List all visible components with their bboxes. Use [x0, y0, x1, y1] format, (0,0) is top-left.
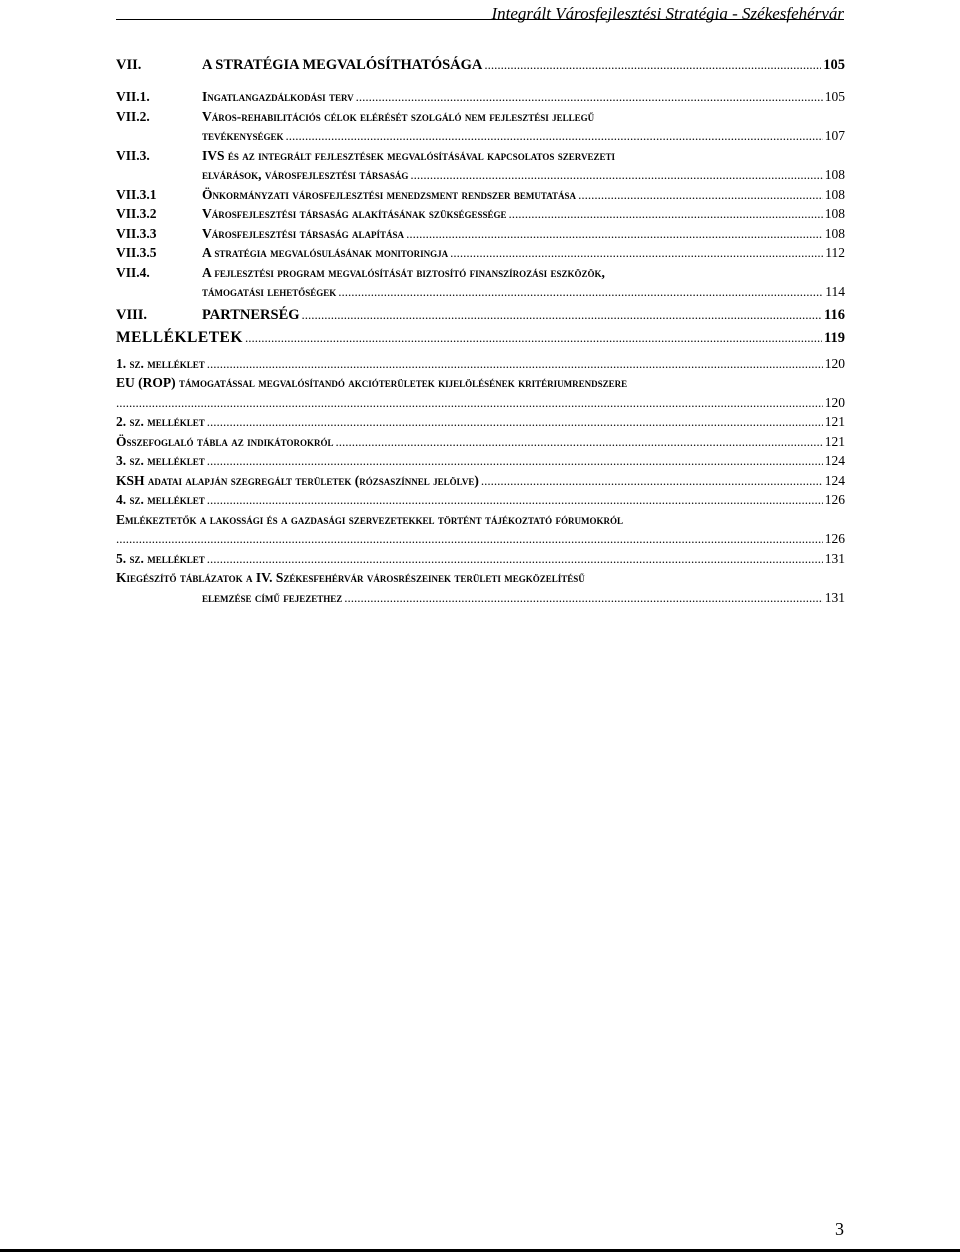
toc-entry-number: VII.3.	[116, 147, 150, 163]
toc-entry-title: A stratégia megvalósulásának monitoringja	[202, 245, 449, 260]
toc-leader-dots	[286, 126, 823, 146]
toc-entry-page: 108	[824, 167, 845, 182]
toc-entry-title: 3. sz. melléklet	[116, 453, 205, 468]
toc-entry-page: 114	[825, 284, 845, 299]
toc-entry-vii-3-5[interactable]	[116, 243, 845, 263]
toc-entry-title: IVS és az integrált fejlesztések megvalósításával kapcsolatos szervezeti	[202, 147, 615, 163]
toc-entry-appendix-1-desc-page[interactable]	[116, 393, 845, 413]
toc-leader-dots	[302, 302, 823, 328]
toc-entry-number: VII.1.	[116, 89, 150, 104]
toc-entry-vii-3-2[interactable]	[116, 204, 845, 224]
toc-entry-page: 120	[824, 355, 845, 371]
toc-entry-number: VII.3.5	[116, 245, 157, 260]
toc-entry-page: 108	[824, 206, 845, 221]
toc-leader-dots	[406, 224, 823, 244]
toc-leader-dots	[207, 490, 823, 510]
toc-leader-dots	[344, 588, 822, 608]
toc-leader-dots	[116, 529, 823, 549]
toc-leader-dots	[207, 451, 823, 471]
toc-entry-page: 124	[824, 472, 845, 488]
toc-entry-number: VII.3.3	[116, 225, 157, 241]
footer-rule	[0, 1249, 960, 1252]
toc-entry-page: 131	[824, 589, 845, 605]
toc-leader-dots	[484, 54, 821, 76]
toc-leader-dots	[450, 243, 823, 263]
toc-entry-page: 116	[824, 306, 845, 323]
toc-entry-appendix-5-desc-line2[interactable]	[116, 588, 845, 608]
toc-entry-vii-4-line1[interactable]	[116, 263, 845, 283]
toc-entry-appendix-1-desc[interactable]	[116, 373, 845, 393]
toc-entry-title-continued: támogatási lehetőségek	[202, 284, 337, 299]
toc-entry-appendix-4-desc[interactable]	[116, 510, 845, 530]
toc-entry-vii-3-line2[interactable]	[116, 165, 845, 185]
toc-entry-vii-4-line2[interactable]	[116, 282, 845, 302]
toc-entry-viii[interactable]	[116, 302, 845, 326]
toc-entry-appendix-2[interactable]	[116, 412, 845, 432]
toc-entry-number: VII.3.2	[116, 206, 157, 221]
toc-entry-number: VII.	[116, 57, 142, 73]
toc-entry-page: 120	[824, 394, 845, 410]
toc-entry-page: 119	[824, 329, 845, 346]
toc-leader-dots	[338, 282, 823, 302]
toc-entry-title: Kiegészítő táblázatok a IV. Székesfehérvár városrészeinek területi megközelítésű	[116, 570, 585, 585]
toc-entry-title: A STRATÉGIA MEGVALÓSÍTHATÓSÁGA	[202, 57, 483, 73]
toc-leader-dots	[207, 354, 823, 374]
toc-entry-vii-3-line1[interactable]	[116, 146, 845, 166]
toc-entry-title-continued: tevékenységek	[202, 128, 284, 143]
toc-entry-title: PARTNERSÉG	[202, 306, 300, 323]
toc-entry-number: VII.3.1	[116, 186, 157, 202]
toc-entry-appendix-5[interactable]	[116, 549, 845, 569]
toc-entry-appendix-3[interactable]	[116, 451, 845, 471]
toc-entry-vii-2-line1[interactable]	[116, 107, 845, 127]
toc-entry-title: Összefoglaló tábla az indikátorokról	[116, 433, 334, 449]
toc-entry-title: 2. sz. melléklet	[116, 414, 205, 429]
toc-entry-page: 108	[824, 225, 845, 241]
toc-entry-number: VII.2.	[116, 108, 150, 124]
toc-leader-dots	[207, 549, 823, 569]
toc-leader-dots	[245, 326, 822, 350]
toc-entry-title: Város-rehabilitációs célok elérését szolgáló nem fejlesztési jellegű	[202, 108, 595, 124]
toc-entry-page: 124	[824, 453, 845, 468]
toc-entry-vii-2-line2[interactable]	[116, 126, 845, 146]
toc-entry-page: 126	[824, 492, 845, 507]
toc-entry-title: EU (ROP) támogatással megvalósítandó akcióterületek kijelölésének kritériumrendszere	[116, 375, 628, 390]
toc-leader-dots	[336, 432, 823, 452]
page-number: 3	[835, 1219, 844, 1239]
toc-entry-appendix-5-desc-line1[interactable]	[116, 568, 845, 588]
toc-entry-page: 105	[824, 89, 845, 104]
toc-leader-dots	[356, 87, 823, 107]
toc-entry-title: Városfejlesztési társaság alakításának szükségessége	[202, 206, 507, 221]
table-of-contents	[116, 54, 845, 607]
toc-leader-dots	[207, 412, 823, 432]
toc-entry-page: 107	[824, 128, 845, 143]
toc-entry-title: MELLÉKLETEK	[116, 328, 243, 346]
toc-entry-title: Ingatlangazdálkodási terv	[202, 89, 354, 104]
toc-entry-title-continued: elemzése című fejezethez	[202, 589, 343, 605]
toc-entry-mellekletek[interactable]	[116, 326, 845, 354]
toc-entry-page: 126	[824, 531, 845, 546]
toc-entry-page: 108	[824, 186, 845, 202]
toc-entry-appendix-4-desc-page[interactable]	[116, 529, 845, 549]
toc-entry-page: 121	[824, 433, 845, 449]
toc-entry-vii[interactable]	[116, 54, 845, 87]
toc-entry-appendix-4[interactable]	[116, 490, 845, 510]
toc-entry-appendix-1[interactable]	[116, 354, 845, 374]
toc-leader-dots	[481, 471, 823, 491]
header-rule	[116, 19, 844, 20]
toc-entry-vii-3-3[interactable]	[116, 224, 845, 244]
toc-entry-number: VII.4.	[116, 264, 150, 280]
toc-entry-appendix-2-desc[interactable]	[116, 432, 845, 452]
toc-entry-title: A fejlesztési program megvalósítását biztosító finanszírozási eszközök,	[202, 264, 605, 280]
toc-entry-page: 121	[824, 414, 845, 429]
toc-leader-dots	[508, 204, 822, 224]
toc-entry-vii-1[interactable]	[116, 87, 845, 107]
toc-entry-vii-3-1[interactable]	[116, 185, 845, 205]
toc-entry-title: 5. sz. melléklet	[116, 550, 205, 566]
toc-entry-title-continued: elvárások, városfejlesztési társaság	[202, 167, 409, 182]
document-header-title: Integrált Városfejlesztési Stratégia - Székesfehérvár	[491, 4, 844, 23]
toc-entry-page: 112	[825, 245, 845, 260]
toc-entry-page: 105	[823, 57, 845, 73]
toc-entry-number: VIII.	[116, 306, 148, 323]
toc-entry-page: 131	[824, 550, 845, 566]
toc-entry-appendix-3-desc[interactable]	[116, 471, 845, 491]
toc-leader-dots	[116, 393, 823, 413]
toc-entry-title: 4. sz. melléklet	[116, 492, 205, 507]
toc-entry-title: KSH adatai alapján szegregált területek (rózsaszínnel jelölve)	[116, 472, 479, 488]
toc-leader-dots	[410, 165, 822, 185]
toc-entry-title: Önkormányzati városfejlesztési menedzsment rendszer bemutatása	[202, 186, 577, 202]
toc-entry-title: Városfejlesztési társaság alapítása	[202, 225, 405, 241]
toc-leader-dots	[578, 185, 823, 205]
toc-entry-title: 1. sz. melléklet	[116, 355, 205, 371]
toc-entry-title: Emlékeztetők a lakossági és a gazdasági szervezetekkel történt tájékoztató fórumokról	[116, 511, 624, 527]
